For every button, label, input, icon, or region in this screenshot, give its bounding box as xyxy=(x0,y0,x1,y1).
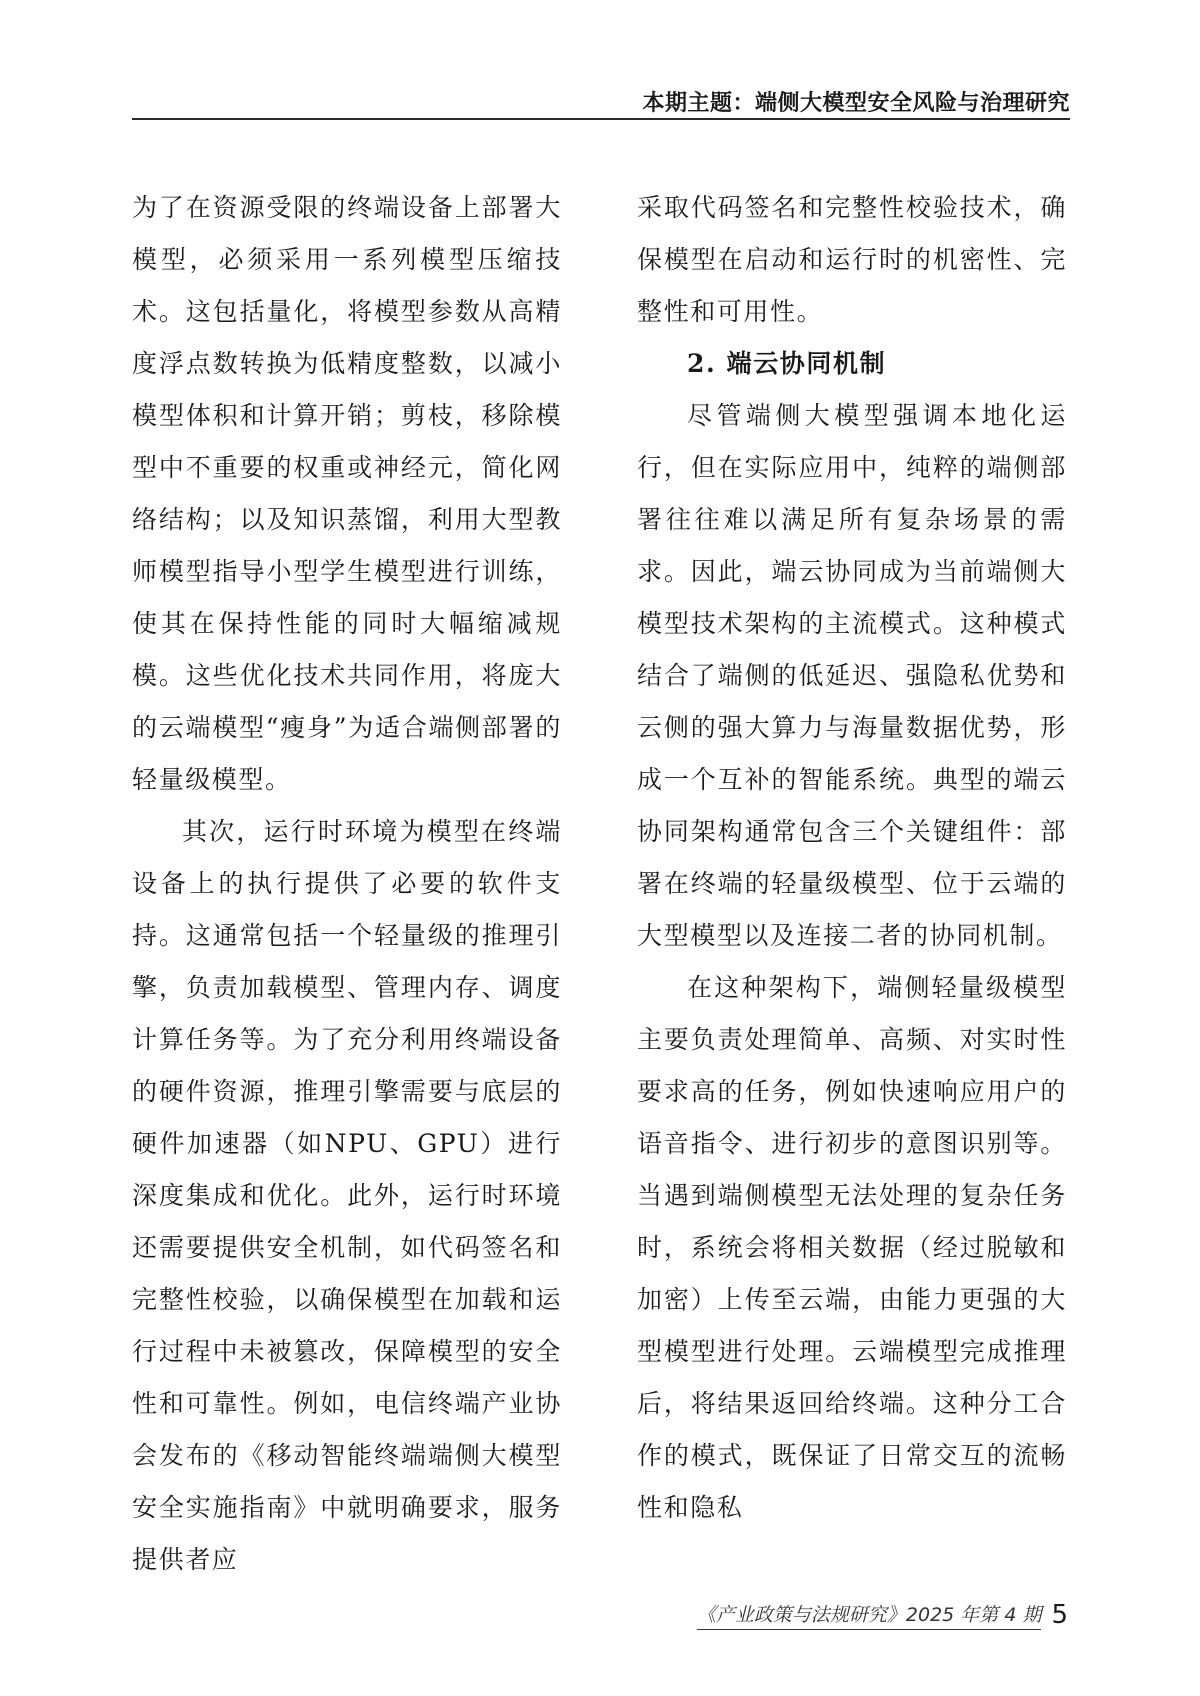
page-footer xyxy=(697,1600,1068,1640)
journal-issue: 《产业政策与法规研究》2025 年第 4 期 xyxy=(697,1600,1042,1630)
body-paragraph-continued: 采取代码签名和完整性校验技术，确保模型在启动和运行时的机密性、完整性和可用性。 xyxy=(637,193,1067,326)
right-column xyxy=(637,182,1067,1534)
left-column xyxy=(132,182,562,1586)
running-title: 本期主题：端侧大模型安全风险与治理研究 xyxy=(642,91,1070,116)
page-number: 5 xyxy=(1051,1600,1068,1630)
body-paragraph: 尽管端侧大模型强调本地化运行，但在实际应用中，纯粹的端侧部署往往难以满足所有复杂场景的需求。因此，端云协同成为当前端侧大模型技术架构的主流模式。这种模式结合了端侧的低延迟、强隐私优势和云侧的强大算力与海量数据优势，形成一个互补的智能系统。典型的端云协同架构通常包含三个关键组件：部署在终端的轻量级模型、位于云端的大型模型以及连接二者的协同机制。 xyxy=(637,401,1067,950)
running-header xyxy=(132,80,1070,120)
body-paragraph: 在这种架构下，端侧轻量级模型主要负责处理简单、高频、对实时性要求高的任务，例如快速响应用户的语音指令、进行初步的意图识别等。当遇到端侧模型无法处理的复杂任务时，系统会将相关数据（经过脱敏和加密）上传至云端，由能力更强的大型模型进行处理。云端模型完成推理后，将结果返回给终端。这种分工合作的模式，既保证了日常交互的流畅性和隐私 xyxy=(637,973,1067,1522)
body-paragraph: 其次，运行时环境为模型在终端设备上的执行提供了必要的软件支持。这通常包括一个轻量级的推理引擎，负责加载模型、管理内存、调度计算任务等。为了充分利用终端设备的硬件资源，推理引擎需要与底层的硬件加速器（如NPU、GPU）进行深度集成和优化。此外，运行时环境还需要提供安全机制，如代码签名和完整性校验，以确保模型在加载和运行过程中未被篡改，保障模型的安全性和可靠性。例如，电信终端产业协会发布的《移动智能终端端侧大模型安全实施指南》中就明确要求，服务提供者应 xyxy=(132,817,562,1574)
section-heading: 2. 端云协同机制 xyxy=(687,349,887,378)
body-paragraph: 为了在资源受限的终端设备上部署大模型，必须采用一系列模型压缩技术。这包括量化，将模型参数从高精度浮点数转换为低精度整数，以减小模型体积和计算开销；剪枝，移除模型中不重要的权重或神经元，简化网络结构；以及知识蒸馏，利用大型教师模型指导小型学生模型进行训练，使其在保持性能的同时大幅缩减规模。这些优化技术共同作用，将庞大的云端模型“瘦身”为适合端侧部署的轻量级模型。 xyxy=(132,193,562,794)
